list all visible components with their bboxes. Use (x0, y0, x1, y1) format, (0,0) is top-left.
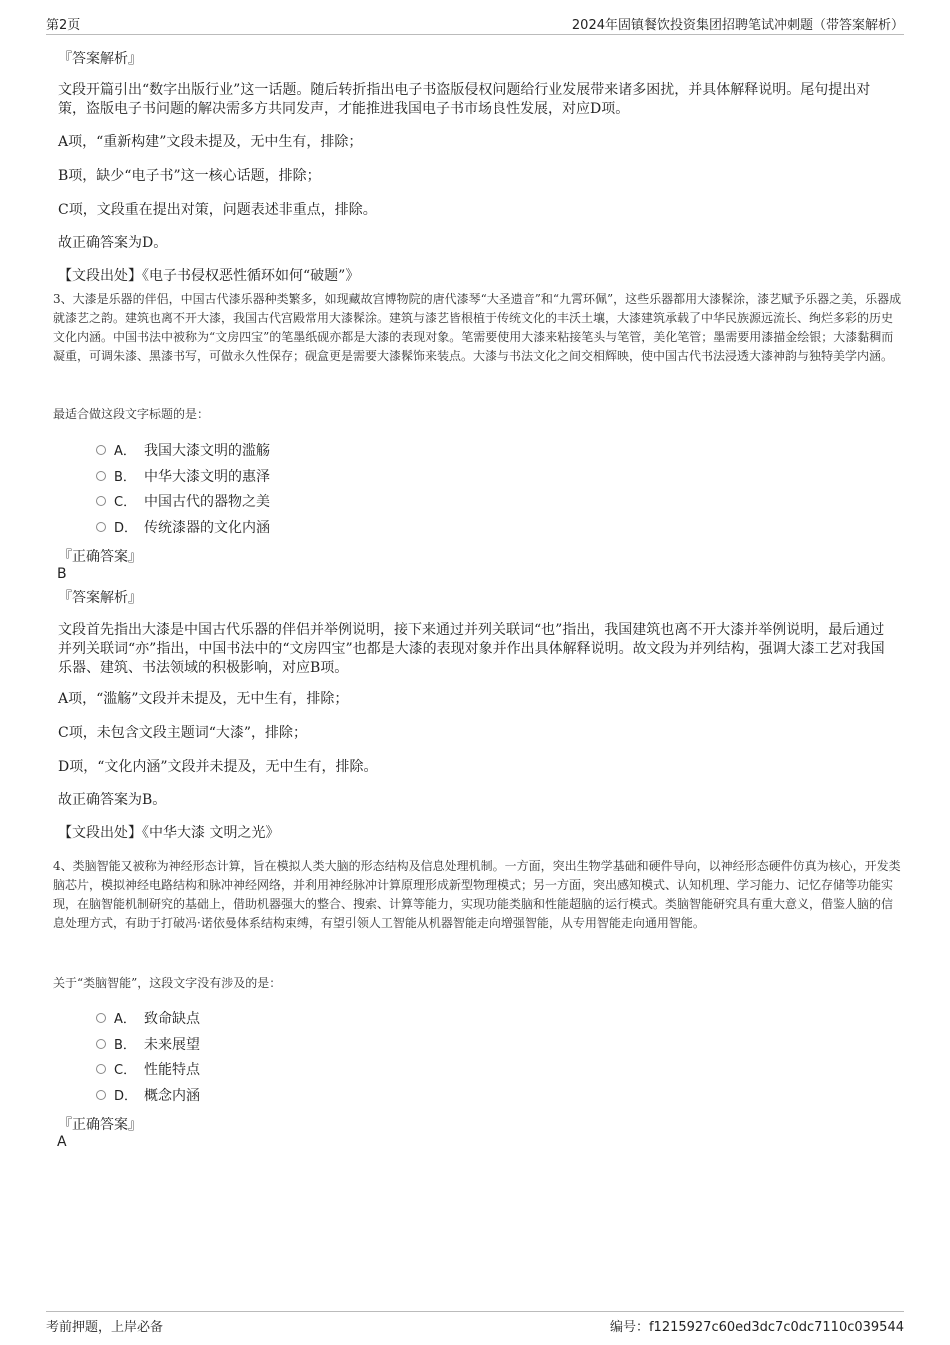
radio-icon[interactable] (96, 445, 106, 455)
correct-answer: B (57, 566, 67, 582)
footer-slogan: 考前押题，上岸必备 (46, 1320, 164, 1335)
question-prompt: 最适合做这段文字标题的是： (53, 407, 210, 421)
option-text: 致命缺点 (144, 1011, 200, 1027)
analysis-label: 『答案解析』 (58, 51, 142, 67)
option-text: 我国大漆文明的滥觞 (144, 443, 270, 459)
question-stem: 4、类脑智能又被称为神经形态计算，旨在模拟人类大脑的形态结构及信息处理机制。一方面，突出生物学基础和硬件导向，以神经形态硬件仿真为核心，开发类脑芯片，模拟神经电路结构和脉冲神经网络，并利用神经脉冲计算原理形成新型物理模式；另一方面，突出感知模式、认知机理、学习能力、记忆存储等功能实现，在脑智能机制研究的基础上，借助机器强大的整合、搜索、计算等能力，实现功能类脑和性能超脑的运行模式。类脑智能研究具有重大意义，借鉴人脑的信息处理方式，有助于打破冯·诺依曼体系结构束缚，有望引领人工智能从机器智能走向增强智能，从专用智能走向通用智能。 (53, 859, 901, 930)
option-d[interactable] (96, 1086, 200, 1106)
option-text: 中华大漆文明的惠泽 (144, 469, 270, 485)
radio-icon[interactable] (96, 1090, 106, 1100)
analysis-label: 『答案解析』 (58, 590, 142, 606)
analysis-text: 文段开篇引出“数字出版行业”这一话题。随后转折指出电子书盗版侵权问题给行业发展带来诸多困扰，并具体解释说明。尾句提出对策，盗版电子书问题的解决需多方共同发声，才能推进我国电子书市场良性发展，对应D项。 (58, 82, 871, 117)
option-key: A． (114, 1012, 136, 1027)
option-a[interactable] (96, 1009, 200, 1029)
option-text: 中国古代的器物之美 (144, 494, 270, 510)
radio-icon[interactable] (96, 496, 106, 506)
option-b[interactable] (96, 467, 270, 487)
source: 【文段出处】《中华大漆 文明之光》 (58, 825, 280, 841)
option-b[interactable] (96, 1035, 200, 1055)
page-header (46, 14, 904, 35)
option-c-note: C项，文段重在提出对策，问题表述非重点，排除。 (58, 202, 377, 218)
option-d-note: D项，“文化内涵”文段并未提及，无中生有，排除。 (58, 759, 378, 775)
conclusion: 故正确答案为B。 (58, 792, 167, 808)
option-c-note: C项，未包含文段主题词“大漆”，排除； (58, 725, 308, 741)
radio-icon[interactable] (96, 471, 106, 481)
option-key: D． (114, 1089, 138, 1104)
correct-answer-label: 『正确答案』 (58, 1117, 142, 1133)
option-text: 性能特点 (144, 1062, 200, 1078)
page-footer (46, 1311, 904, 1334)
option-c[interactable] (96, 492, 270, 512)
document-title: 2024年固镇餐饮投资集团招聘笔试冲刺题（带答案解析） (571, 18, 904, 33)
option-text: 未来展望 (144, 1037, 200, 1053)
page-number: 第2页 (46, 18, 81, 33)
question-prompt: 关于“类脑智能”，这段文字没有涉及的是： (53, 976, 282, 990)
option-a-note: A项，“滥觞”文段并未提及，无中生有，排除； (58, 691, 349, 707)
correct-answer: A (57, 1134, 67, 1150)
option-b-note: B项，缺少“电子书”这一核心话题，排除； (58, 168, 321, 184)
source: 【文段出处】《电子书侵权恶性循环如何“破题”》 (58, 268, 360, 284)
option-key: B． (114, 470, 136, 485)
analysis-text: 文段首先指出大漆是中国古代乐器的伴侣并举例说明，接下来通过并列关联词“也”指出，我国建筑也离不开大漆并举例说明，最后通过并列关联词“亦”指出，中国书法中的“文房四宝”也都是大漆的表现对象并作出具体解释说明。故文段为并列结构，强调大漆工艺对我国乐器、建筑、书法领域的积极影响，对应B项。 (58, 622, 885, 676)
option-c[interactable] (96, 1060, 200, 1080)
question-stem: 3、大漆是乐器的伴侣，中国古代漆乐器种类繁多，如现藏故宫博物院的唐代漆琴“大圣遗音”和“九霄环佩”，这些乐器都用大漆髹涂，漆艺赋予乐器之美，乐器成就漆艺之韵。建筑也离不开大漆，我国古代宫殿常用大漆髹涂。建筑与漆艺皆根植于传统文化的丰沃土壤，大漆建筑承载了中华民族源远流长、绚烂多彩的历史文化内涵。中国书法中被称为“文房四宝”的笔墨纸砚亦都是大漆的表现对象。笔需要使用大漆来粘接笔头与笔管，美化笔管；墨需要用漆描金绘银；大漆黏稠而凝重，可调朱漆、黑漆书写，可做永久性保存；砚盒更是需要大漆髹饰来装点。大漆与书法文化之间交相辉映，使中国古代书法浸透大漆神韵与独特美学内涵。 (53, 292, 902, 363)
option-key: C． (114, 1063, 137, 1078)
option-a[interactable] (96, 441, 270, 461)
option-text: 传统漆器的文化内涵 (144, 520, 270, 536)
option-key: C． (114, 495, 137, 510)
radio-icon[interactable] (96, 522, 106, 532)
option-key: B． (114, 1038, 136, 1053)
conclusion: 故正确答案为D。 (58, 235, 168, 251)
option-a-note: A项，“重新构建”文段未提及，无中生有，排除； (58, 134, 363, 150)
radio-icon[interactable] (96, 1039, 106, 1049)
option-text: 概念内涵 (144, 1088, 200, 1104)
radio-icon[interactable] (96, 1064, 106, 1074)
correct-answer-label: 『正确答案』 (58, 549, 142, 565)
document-id: 编号：f1215927c60ed3dc7c0dc7110c039544 (609, 1320, 904, 1335)
option-key: A． (114, 444, 136, 459)
radio-icon[interactable] (96, 1013, 106, 1023)
option-d[interactable] (96, 518, 270, 538)
option-key: D． (114, 521, 138, 536)
